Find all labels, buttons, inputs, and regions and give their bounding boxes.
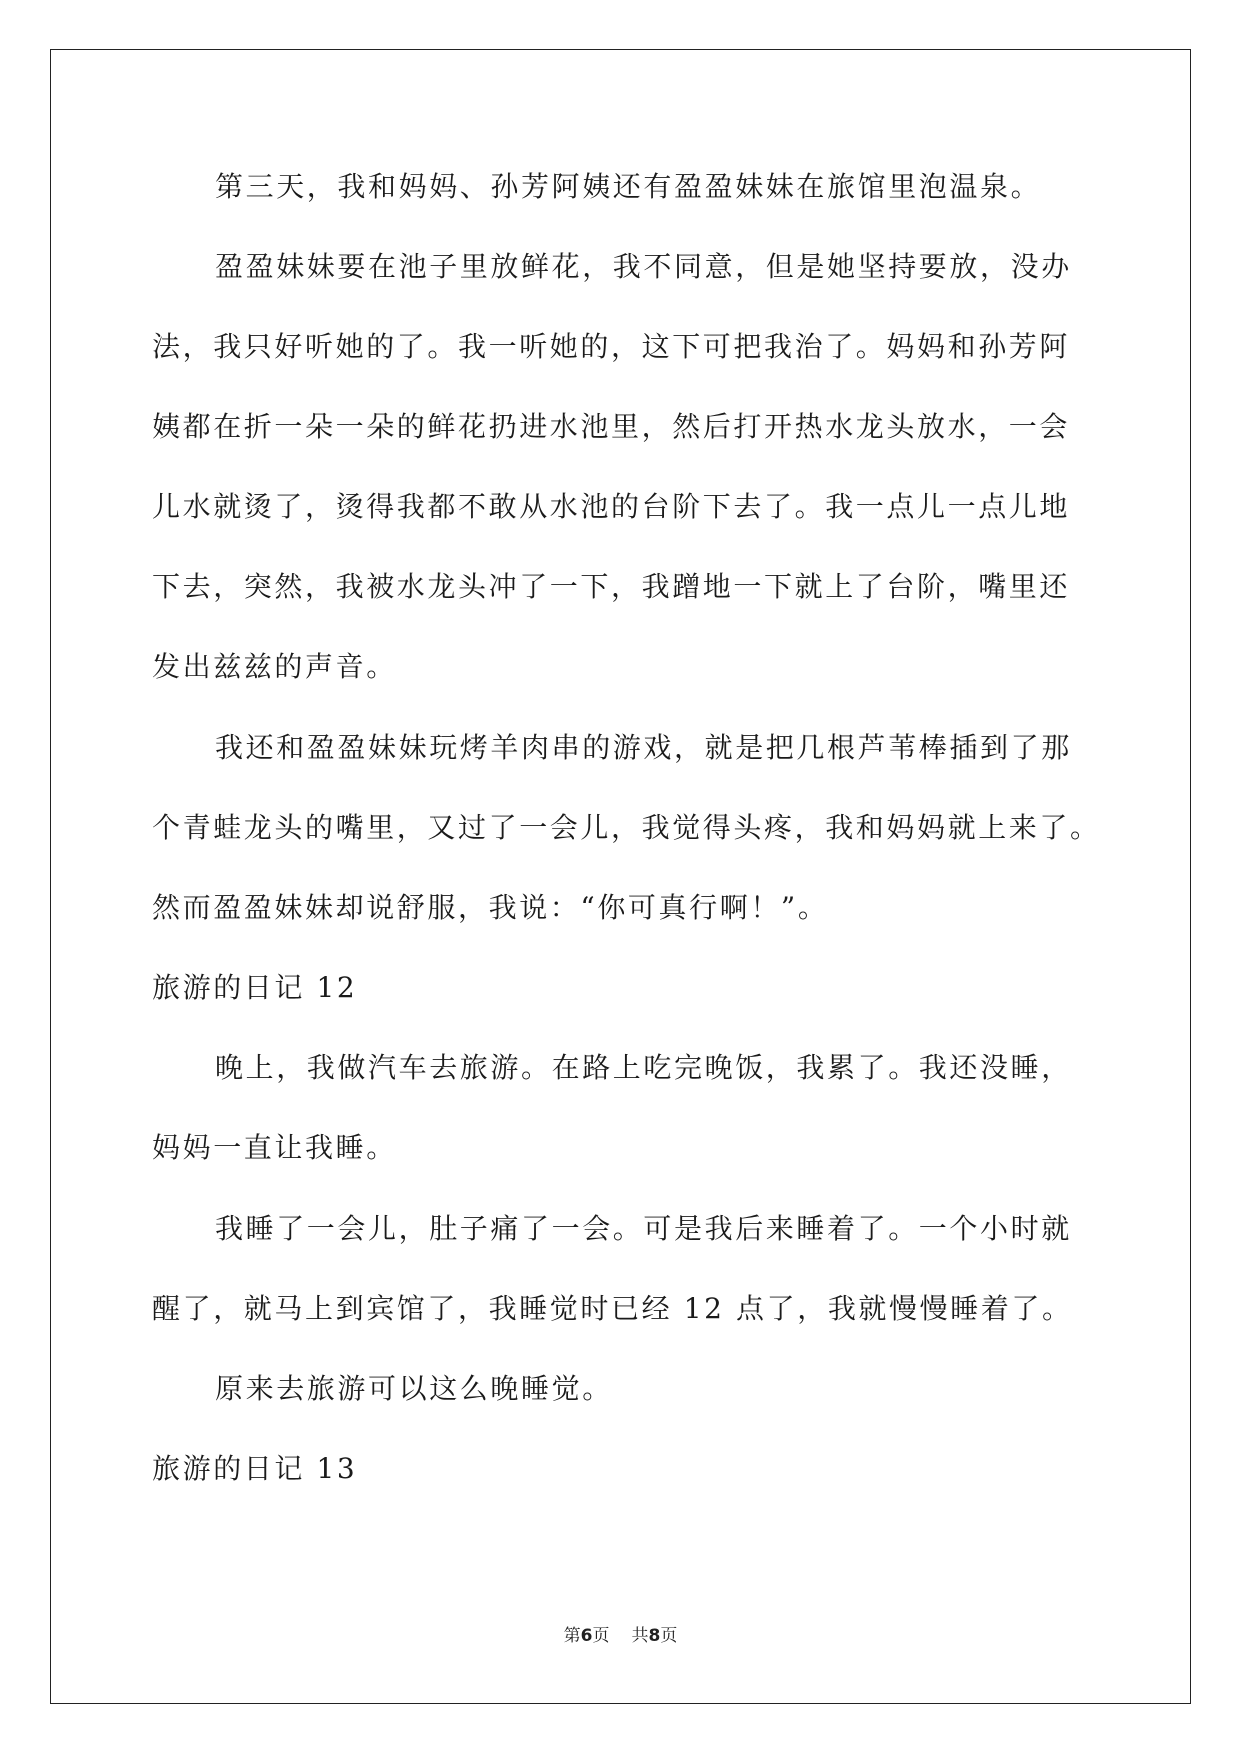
page-total: 8 <box>648 1626 661 1646</box>
paragraph-line: 我还和盈盈妹妹玩烤羊肉串的游戏，就是把几根芦苇棒插到了那 <box>215 731 1072 764</box>
paragraph-line: 然而盈盈妹妹却说舒服，我说：“你可真行啊！”。 <box>152 891 829 924</box>
paragraph-line: 醒了，就马上到宾馆了，我睡觉时已经 12 点了，我就慢慢睡着了。 <box>152 1292 1073 1325</box>
paragraph-line: 晚上，我做汽车去旅游。在路上吃完晚饭，我累了。我还没睡， <box>215 1051 1072 1084</box>
page-prefix: 第 <box>563 1626 581 1646</box>
paragraph-line: 儿水就烫了，烫得我都不敢从水池的台阶下去了。我一点儿一点儿地 <box>152 490 1071 523</box>
section-heading: 旅游的日记 13 <box>152 1452 358 1485</box>
paragraph-line: 盈盈妹妹要在池子里放鲜花，我不同意，但是她坚持要放，没办 <box>215 250 1072 283</box>
page-footer <box>0 1621 1241 1646</box>
paragraph-line: 我睡了一会儿，肚子痛了一会。可是我后来睡着了。一个小时就 <box>215 1212 1072 1245</box>
page-current: 6 <box>580 1626 593 1646</box>
paragraph-line: 法，我只好听她的了。我一听她的，这下可把我治了。妈妈和孙芳阿 <box>152 330 1071 363</box>
total-prefix: 共 <box>631 1626 649 1646</box>
paragraph-line: 发出兹兹的声音。 <box>152 650 397 683</box>
section-heading: 旅游的日记 12 <box>152 971 358 1004</box>
paragraph-line: 妈妈一直让我睡。 <box>152 1131 397 1164</box>
paragraph-line: 原来去旅游可以这么晚睡觉。 <box>215 1372 613 1405</box>
paragraph-line: 下去，突然，我被水龙头冲了一下，我蹭地一下就上了台阶，嘴里还 <box>152 570 1071 603</box>
paragraph-line: 个青蛙龙头的嘴里，又过了一会儿，我觉得头疼，我和妈妈就上来了。 <box>152 811 1101 844</box>
paragraph-line: 第三天，我和妈妈、孙芳阿姨还有盈盈妹妹在旅馆里泡温泉。 <box>215 170 1042 203</box>
total-suffix: 页 <box>660 1626 678 1646</box>
page-suffix: 页 <box>592 1626 610 1646</box>
paragraph-line: 姨都在折一朵一朵的鲜花扔进水池里，然后打开热水龙头放水，一会 <box>152 410 1071 443</box>
